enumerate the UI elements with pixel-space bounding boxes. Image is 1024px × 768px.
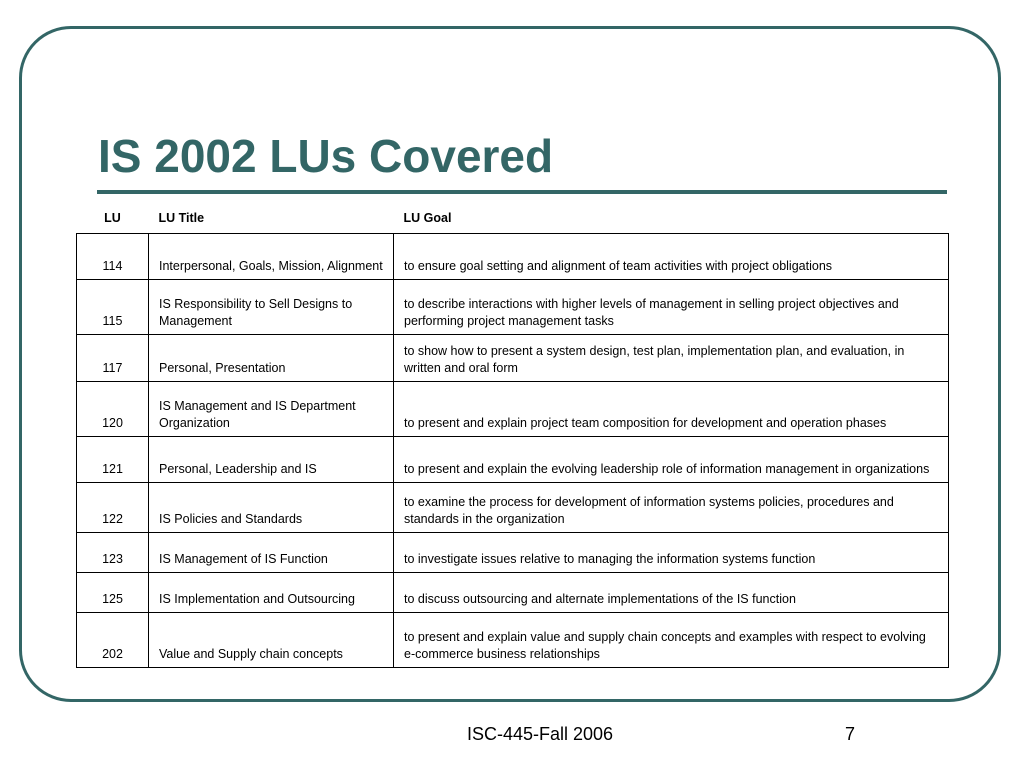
lu-table: [76, 206, 949, 668]
page-number: 7: [844, 724, 855, 744]
table-row: [77, 437, 949, 483]
slide-title: IS 2002 LUs Covered: [98, 130, 554, 182]
table-row: [77, 234, 949, 280]
lu-number: 125: [77, 573, 149, 613]
lu-goal: to discuss outsourcing and alternate implementations of the IS function: [394, 573, 949, 613]
lu-goal: to present and explain the evolving leadership role of information management in organizations: [394, 437, 949, 483]
table-header-row: [77, 206, 949, 234]
lu-goal: to ensure goal setting and alignment of team activities with project obligations: [394, 234, 949, 280]
lu-title: IS Policies and Standards: [149, 483, 394, 533]
lu-number: 120: [77, 382, 149, 437]
lu-number: 123: [77, 533, 149, 573]
slide-footer: ISC-445-Fall 2006: [466, 724, 614, 744]
lu-goal: to describe interactions with higher levels of management in selling project objectives and performing project management tasks: [394, 280, 949, 335]
header-lu-goal: LU Goal: [403, 211, 452, 225]
lu-title: IS Implementation and Outsourcing: [149, 573, 394, 613]
lu-title: Personal, Presentation: [149, 335, 394, 382]
table-row: [77, 533, 949, 573]
table-row: [77, 483, 949, 533]
table-row: [77, 613, 949, 668]
title-underline: [97, 190, 947, 194]
lu-number: 121: [77, 437, 149, 483]
lu-goal: to present and explain value and supply chain concepts and examples with respect to evolving e-commerce business relationships: [394, 613, 949, 668]
lu-title: Value and Supply chain concepts: [149, 613, 394, 668]
table-row: [77, 382, 949, 437]
lu-number: 114: [77, 234, 149, 280]
table-row: [77, 280, 949, 335]
header-lu: LU: [104, 211, 121, 225]
lu-title: IS Responsibility to Sell Designs to Management: [149, 280, 394, 335]
lu-goal: to present and explain project team composition for development and operation phases: [394, 382, 949, 437]
lu-title: IS Management of IS Function: [149, 533, 394, 573]
lu-number: 115: [77, 280, 149, 335]
lu-number: 202: [77, 613, 149, 668]
table-row: [77, 573, 949, 613]
lu-title: IS Management and IS Department Organization: [149, 382, 394, 437]
lu-goal: to investigate issues relative to managing the information systems function: [394, 533, 949, 573]
lu-title: Interpersonal, Goals, Mission, Alignment: [149, 234, 394, 280]
lu-number: 117: [77, 335, 149, 382]
table-row: [77, 335, 949, 382]
lu-goal: to examine the process for development of information systems policies, procedures and standards in the organization: [394, 483, 949, 533]
lu-title: Personal, Leadership and IS: [149, 437, 394, 483]
lu-goal: to show how to present a system design, test plan, implementation plan, and evaluation, in written and oral form: [394, 335, 949, 382]
lu-number: 122: [77, 483, 149, 533]
header-lu-title: LU Title: [158, 211, 205, 225]
